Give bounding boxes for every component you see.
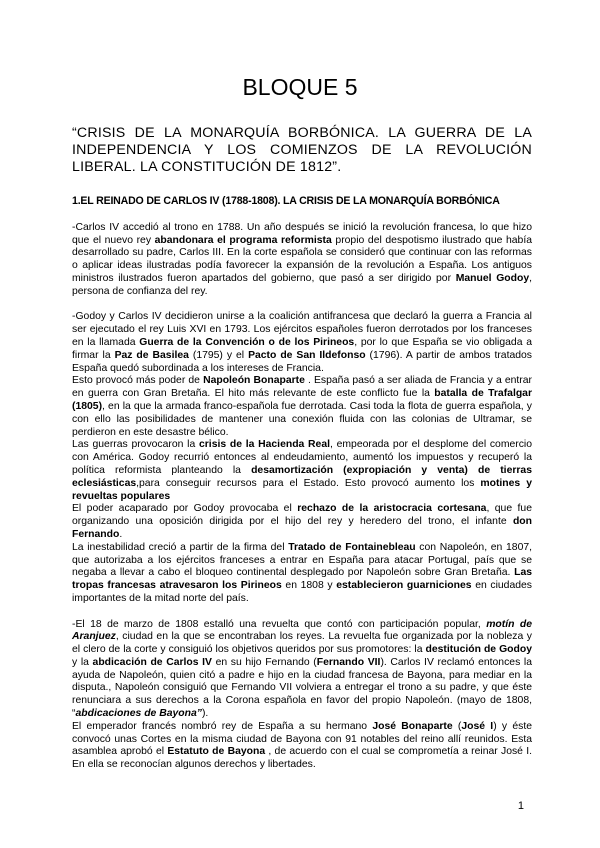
paragraph-4 xyxy=(72,439,532,503)
bold-text: Paz de Basilea xyxy=(114,349,189,361)
paragraph-5 xyxy=(72,503,532,541)
text: (1795) y el xyxy=(188,349,249,361)
bold-text: abandonara el programa reformista xyxy=(154,234,332,246)
bold-italic-text: motín de Aranjuez xyxy=(72,618,532,643)
text: El emperador francés nombró rey de España a su hermano xyxy=(72,720,373,732)
bold-text: destitución de Godoy xyxy=(425,644,532,656)
bold-text: crisis de la Hacienda Real xyxy=(198,439,330,451)
text: , ciudad en la que se encontraban los reyes. La revuelta fue organizada por la nobleza y el clero de la corte y consiguió los objetivos queridos por sus promotores: la xyxy=(72,631,532,656)
bold-text: abdicación de Carlos IV xyxy=(92,656,212,668)
document-body xyxy=(72,195,532,772)
text: El poder acaparado por Godoy provocaba el xyxy=(72,503,298,515)
text: . xyxy=(119,528,123,540)
text: , empeorada por el desplome del comercio con América. Godoy recurrió entonces al endeudamiento, aumentó los impuestos y recuperó la política reformista planteando la xyxy=(72,439,533,476)
section-heading: 1.EL REINADO DE CARLOS IV (1788-1808). LA CRISIS DE LA MONARQUÍA BORBÓNICA xyxy=(72,195,500,207)
paragraph-3 xyxy=(72,375,532,439)
bold-text: Manuel Godoy xyxy=(455,272,530,284)
text: ). Carlos IV reclamó entonces la ayuda de Napoleón, quien citó a padre e hijo en la ciudad francesa de Bayona, para mediar en la disputa., Napoleón consiguió que Fernando VII volviera a entregar el trono a su padre, y que éste renunciara a sus derechos a la Corona española en favor del propio Napoleón. (mayo de 1808, “ xyxy=(72,656,532,720)
bold-text: Las tropas francesas atravesaron los Pirineos xyxy=(72,567,532,592)
text: , que fue organizando una oposición dirigida por el hijo del rey y heredero del trono, el infante xyxy=(72,503,532,528)
bold-text: Estatuto de Bayona xyxy=(167,746,266,758)
paragraph-8 xyxy=(72,721,532,772)
bold-text: Pacto de San Ildefonso xyxy=(248,349,366,361)
paragraph-7 xyxy=(72,619,532,721)
paragraph-1 xyxy=(72,222,532,299)
document-subtitle: “CRISIS DE LA MONARQUÍA BORBÓNICA. LA GUERRA DE LA INDEPENDENCIA Y LOS COMIENZOS DE LA REVOLUCIÓN LIBERAL. LA CONSTITUCIÓN DE 1812”. xyxy=(72,125,532,175)
text: -Carlos IV accedió al trono en 1788. Un año después se inició la revolución francesa, lo que hizo que el nuevo rey xyxy=(72,221,532,246)
text: -El 18 de marzo de 1808 estalló una revuelta que contó con participación popular, xyxy=(72,618,487,630)
bold-text: Fernando VII xyxy=(316,656,381,668)
paragraph-6 xyxy=(72,542,532,606)
text: . España pasó a ser aliada de Francia y a entrar en guerra con Gran Bretaña. El hito más relevante de este conflicto fue la xyxy=(72,375,532,400)
text: La inestabilidad creció a partir de la firma del xyxy=(72,541,289,553)
bold-italic-text: abdicaciones de Bayona” xyxy=(75,708,202,720)
bold-text: Napoleón Bonaparte xyxy=(203,375,305,387)
bold-text: desamortización (expropiación y venta) de tierras eclesiásticas xyxy=(72,464,532,489)
text: , por lo que España se vio obligada a firmar la xyxy=(72,336,532,361)
text: -Godoy y Carlos IV decidieron unirse a la coalición antifrancesa que declaró la guerra a Francia al ser ejecutado el rey Luis XVI en 1793. Los ejércitos españoles fueron derrotados por los franceses en la llamada xyxy=(72,311,532,348)
text: ). xyxy=(201,708,209,720)
text: ) y éste convocó unas Cortes en la misma ciudad de Bayona con 91 notables del reino allí reunidos. Esta asamblea aprobó el xyxy=(72,720,532,758)
text: y la xyxy=(72,656,93,668)
bold-text: José Bonaparte xyxy=(372,720,453,732)
text: ,para conseguir recursos para el Estado. Esto provocó aumento los xyxy=(136,477,481,489)
text: en ciudades importantes de la mitad norte del país. xyxy=(72,580,532,604)
bold-text: Guerra de la Convención o de los Pirineos xyxy=(139,336,355,348)
document-title: BLOQUE 5 xyxy=(242,74,358,100)
bold-text: Tratado de Fontainebleau xyxy=(288,541,416,553)
bold-text: rechazo de la aristocracia cortesana xyxy=(297,503,487,515)
page-number: 1 xyxy=(517,800,524,812)
text: , de acuerdo con el cual se comprometía a reinar José I. En ella se reconocían algunos derechos y libertades. xyxy=(72,746,532,771)
text: con Napoleón, en 1807, que autorizaba a los ejércitos franceses a entrar en España para atacar Portugal, país que se negaba a llevar a cabo el bloqueo continental desplegado por Napoleón sobre Gran Bretaña. xyxy=(72,541,533,579)
text: , persona de confianza del rey. xyxy=(72,272,532,297)
paragraph-2 xyxy=(72,311,532,375)
bold-text: batalla de Trafalgar (1805) xyxy=(72,388,532,412)
text: en 1808 y xyxy=(281,580,337,592)
text: (1796). A partir de ambos tratados España quedó subordinada a los intereses de Francia. xyxy=(72,349,532,374)
text: Las guerras provocaron la xyxy=(72,439,199,451)
text: propio del despotismo ilustrado que había desarrollado su padre, Carlos III. En la corte española se consideró que continuar con las reformas o aplicar ideas ilustradas podía favorecer la expansión de la revolución a España. Los antiguos ministros ilustrados fueron apartados del gobierno, que pasó a ser dirigido por xyxy=(72,234,532,284)
bold-text: don Fernando xyxy=(72,516,532,540)
bold-text: José I xyxy=(461,720,494,732)
text: Esto provocó más poder de xyxy=(72,375,204,387)
bold-text: motines y revueltas populares xyxy=(72,477,532,502)
text: en su hijo Fernando ( xyxy=(211,656,317,668)
text: ( xyxy=(452,720,462,732)
text: , en la que la armada franco-española fue derrotada. Casi toda la flota de guerra española, y con ello las posibilidades de mantener una conexión fluida con las colonias de Ultramar, se perdieron en este desastre bélico. xyxy=(72,400,532,438)
bold-text: establecieron guarniciones xyxy=(336,580,472,592)
